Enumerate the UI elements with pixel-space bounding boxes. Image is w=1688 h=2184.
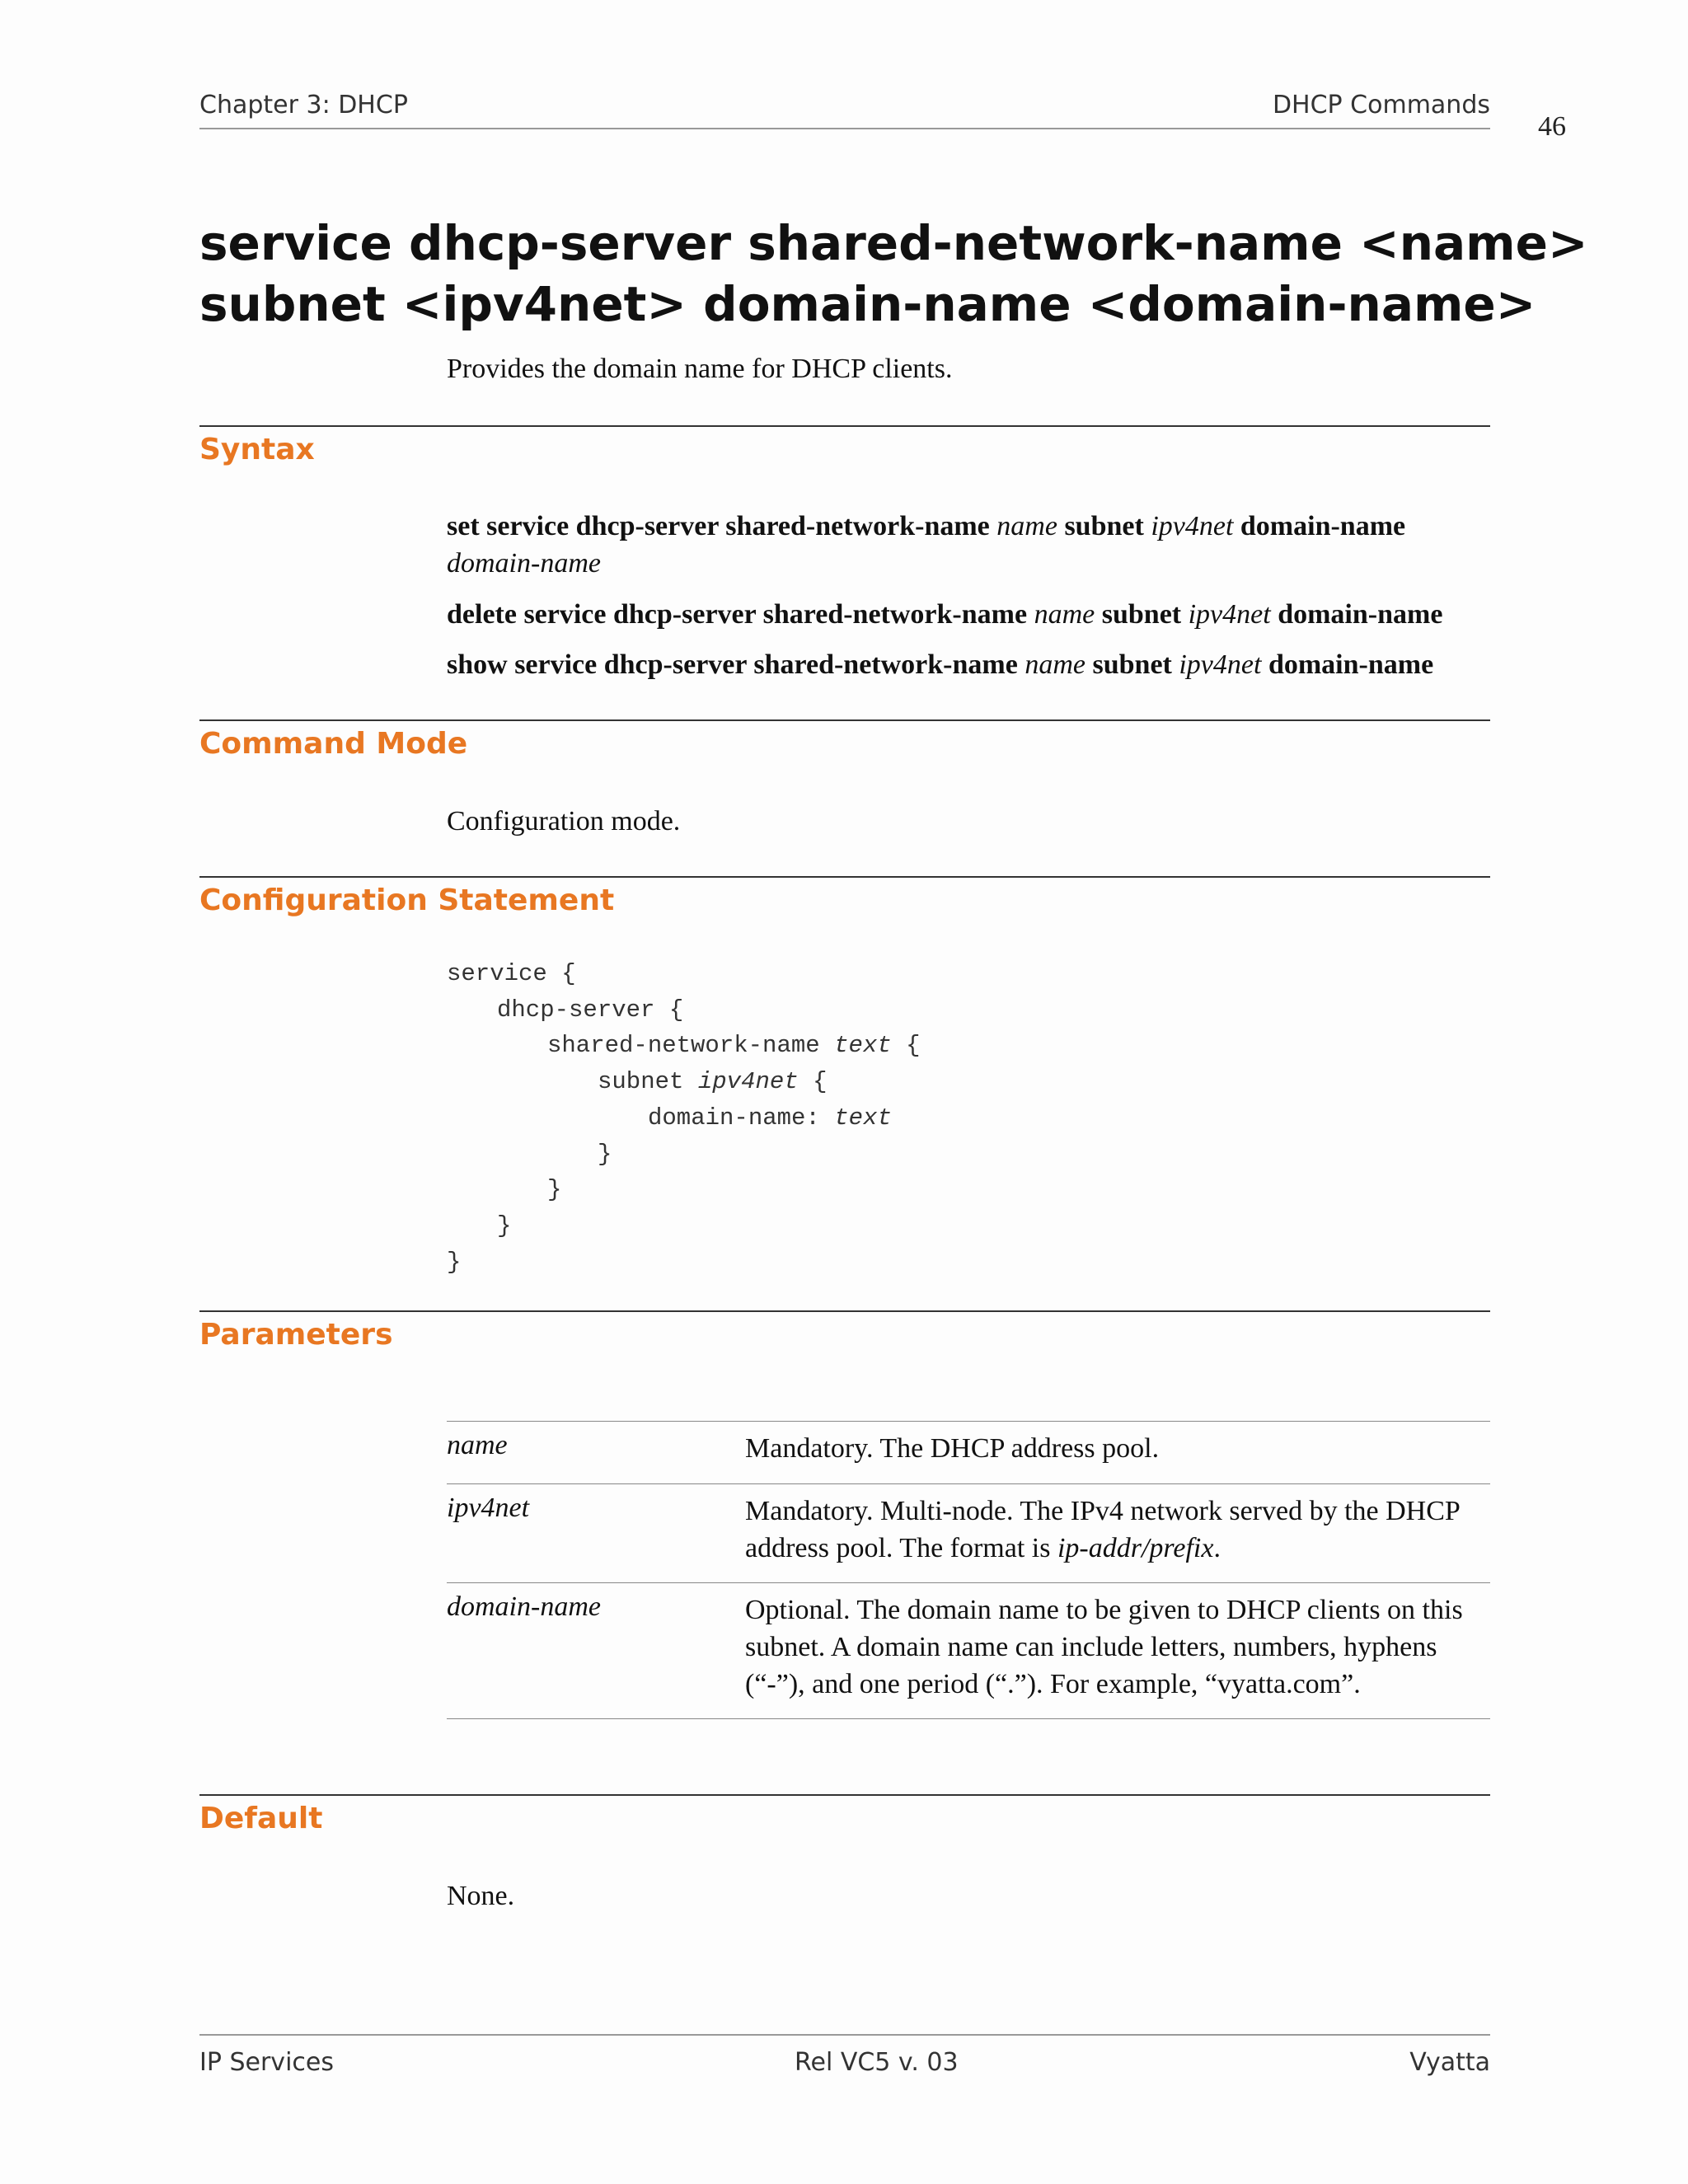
table-rule [447,1483,1490,1484]
config-line: } [447,1248,462,1276]
param-desc [745,1591,1490,1703]
config-line: } [598,1140,612,1168]
default-text: None. [447,1881,515,1911]
footer-center: Rel VC5 v. 03 [795,2048,959,2077]
config-line [447,1028,921,1064]
param-desc-text: address pool. The format is [745,1533,1057,1563]
footer-rule [199,2034,1490,2036]
command-mode-text: Configuration mode. [447,806,681,837]
table-rule [447,1421,1490,1422]
syntax-show-cmd: show service dhcp-server shared-network-name [447,649,1018,680]
command-mode-rule [199,719,1490,721]
syntax-set-cmd: set service dhcp-server shared-network-name [447,511,990,541]
param-desc-format: ip-addr/prefix [1057,1533,1214,1563]
default-heading: Default [199,1802,323,1835]
config-value: text [834,1104,892,1132]
summary-text: Provides the domain name for DHCP clients. [447,354,953,384]
syntax-show-name: name [1025,649,1085,680]
config-line: } [497,1212,512,1240]
header-chapter: Chapter 3: DHCP [199,91,408,120]
config-line: } [547,1176,562,1204]
syntax-set-arg: domain-name [447,548,601,579]
config-keyword: shared-network-name [547,1032,820,1060]
param-desc-line: (“-”), and one period (“.”). For example, “vyatta.com”. [745,1669,1361,1699]
syntax-show [447,646,1490,683]
header-rule [199,128,1490,129]
config-code-block [447,956,921,1280]
syntax-set-subnet: subnet [1064,511,1144,541]
page-title-line-1: service dhcp-server shared-network-name <name> [199,215,1588,271]
config-brace: { [813,1068,828,1096]
header-section: DHCP Commands [1272,91,1490,120]
table-rule [447,1718,1490,1719]
param-name: ipv4net [447,1493,530,1523]
syntax-set-kw: domain-name [1240,511,1406,541]
syntax-delete-cmd: delete service dhcp-server shared-network-name [447,599,1028,630]
default-rule [199,1794,1490,1796]
parameters-rule [199,1310,1490,1312]
param-name: name [447,1430,508,1460]
syntax-show-ipv4net: ipv4net [1179,649,1262,680]
config-value: text [834,1032,892,1060]
syntax-rule [199,425,1490,427]
config-line [447,1100,921,1137]
syntax-delete-name: name [1034,599,1095,630]
command-mode-heading: Command Mode [199,727,468,761]
config-heading: Configuration Statement [199,883,615,917]
syntax-delete-subnet: subnet [1101,599,1182,630]
syntax-set-name: name [996,511,1057,541]
param-desc-line: subnet. A domain name can include letters, numbers, hyphens [745,1632,1437,1662]
config-value: ipv4net [697,1068,799,1096]
footer-right: Vyatta [1409,2048,1490,2077]
config-line [447,1064,921,1100]
param-desc-line: Mandatory. Multi-node. The IPv4 network served by the DHCP [745,1496,1461,1526]
page-number: 46 [1538,111,1566,142]
param-desc: Mandatory. The DHCP address pool. [745,1433,1160,1464]
config-line: dhcp-server { [497,996,684,1024]
config-brace: { [906,1032,921,1060]
syntax-set [447,508,1490,582]
param-desc-line [745,1530,1490,1567]
footer-left: IP Services [199,2048,334,2077]
syntax-delete [447,596,1490,633]
config-line: service { [447,960,576,987]
param-desc-line: Optional. The domain name to be given to DHCP clients on this [745,1595,1463,1625]
page-title [199,213,1588,335]
table-rule [447,1582,1490,1583]
parameters-heading: Parameters [199,1318,393,1352]
syntax-delete-kw: domain-name [1278,599,1443,630]
syntax-set-ipv4net: ipv4net [1151,511,1234,541]
param-name: domain-name [447,1591,601,1622]
syntax-show-kw: domain-name [1268,649,1434,680]
syntax-heading: Syntax [199,433,315,466]
config-rule [199,876,1490,878]
param-desc-text: . [1213,1533,1221,1563]
config-keyword: domain-name: [648,1104,820,1132]
syntax-delete-ipv4net: ipv4net [1188,599,1271,630]
config-keyword: subnet [598,1068,684,1096]
page-title-line-2: subnet <ipv4net> domain-name <domain-name> [199,276,1536,332]
syntax-show-subnet: subnet [1092,649,1172,680]
param-desc [745,1493,1490,1567]
